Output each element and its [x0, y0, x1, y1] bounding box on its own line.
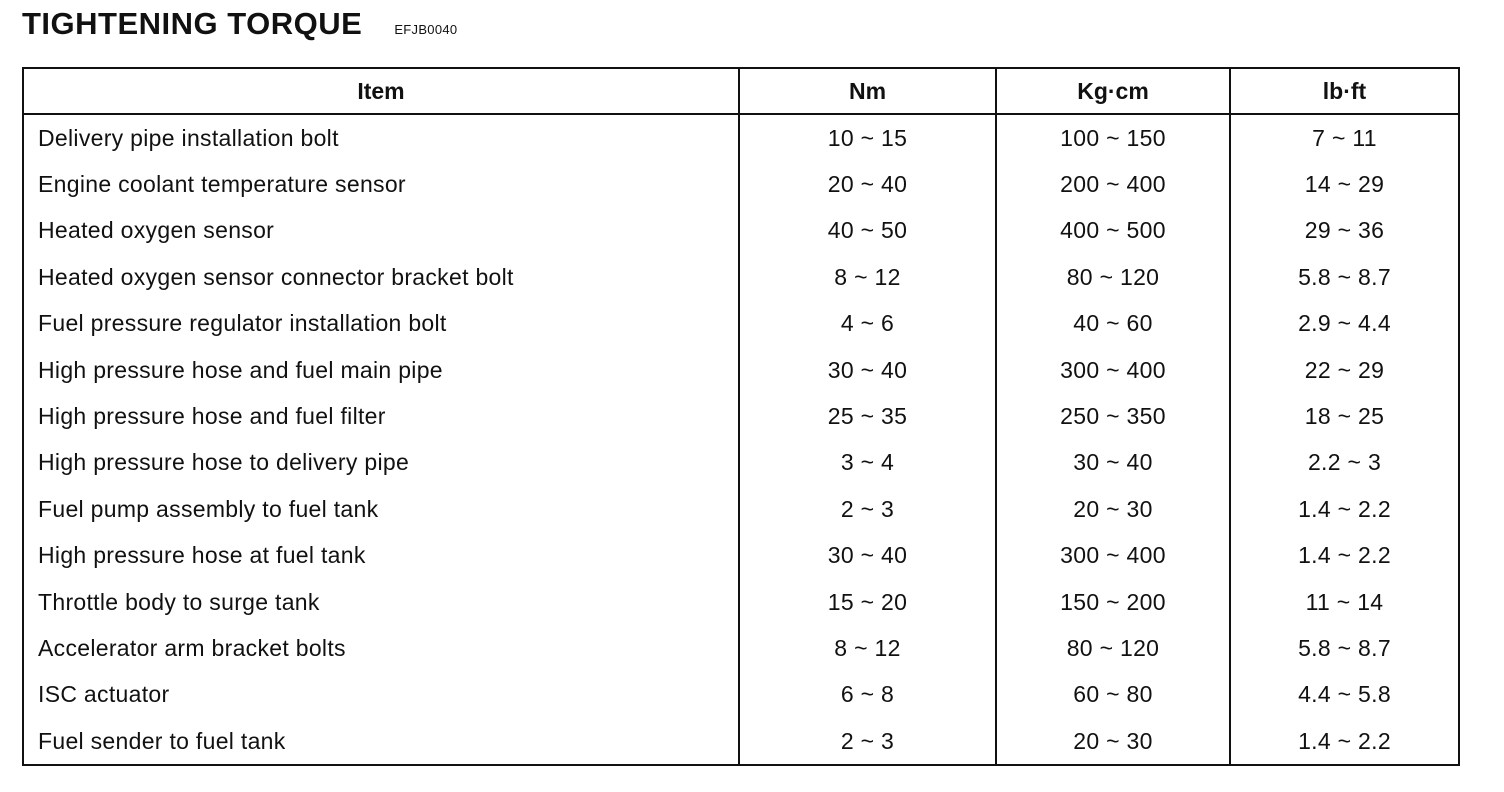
document-code: EFJB0040	[394, 22, 458, 37]
cell-kgcm: 300 ~ 400	[996, 533, 1230, 579]
table-row	[23, 347, 1459, 393]
cell-nm: 4 ~ 6	[739, 301, 996, 347]
cell-kgcm: 80 ~ 120	[996, 625, 1230, 671]
cell-nm: 8 ~ 12	[739, 625, 996, 671]
table-row	[23, 301, 1459, 347]
cell-nm: 20 ~ 40	[739, 161, 996, 207]
cell-lbft: 7 ~ 11	[1312, 124, 1377, 151]
table-row	[23, 579, 1459, 625]
cell-item: Heated oxygen sensor connector bracket bolt	[23, 254, 739, 300]
cell-nm: 8 ~ 12	[739, 254, 996, 300]
cell-kgcm: 150 ~ 200	[996, 579, 1230, 625]
cell-nm: 30 ~ 40	[739, 347, 996, 393]
cell-lbft: 14 ~ 29	[1304, 171, 1385, 198]
table-row	[23, 533, 1459, 579]
cell-item: High pressure hose and fuel filter	[23, 393, 739, 439]
cell-lbft: 1.4 ~ 2.2	[1298, 542, 1391, 569]
cell-item: Engine coolant temperature sensor	[23, 161, 739, 207]
cell-item: High pressure hose to delivery pipe	[23, 440, 739, 486]
cell-item: Fuel pressure regulator installation bolt	[23, 301, 739, 347]
cell-kgcm: 100 ~ 150	[996, 114, 1230, 161]
cell-item: ISC actuator	[23, 672, 739, 718]
table-row	[23, 625, 1459, 671]
table-row	[23, 718, 1459, 765]
cell-kgcm: 40 ~ 60	[996, 301, 1230, 347]
cell-nm: 6 ~ 8	[739, 672, 996, 718]
cell-lbft: 29 ~ 36	[1304, 217, 1385, 244]
cell-nm: 3 ~ 4	[739, 440, 996, 486]
cell-item: Accelerator arm bracket bolts	[23, 625, 739, 671]
cell-lbft: 22 ~ 29	[1304, 356, 1385, 383]
column-header-lbft: lb·ft	[1230, 68, 1459, 114]
cell-lbft: 1.4 ~ 2.2	[1298, 495, 1391, 522]
cell-kgcm: 20 ~ 30	[996, 486, 1230, 532]
column-header-kgcm: Kg·cm	[996, 68, 1230, 114]
cell-kgcm: 300 ~ 400	[996, 347, 1230, 393]
cell-item: High pressure hose at fuel tank	[23, 533, 739, 579]
cell-nm: 25 ~ 35	[739, 393, 996, 439]
cell-nm: 2 ~ 3	[739, 718, 996, 765]
cell-lbft: 5.8 ~ 8.7	[1298, 263, 1391, 290]
torque-table	[22, 67, 1460, 766]
cell-item: Heated oxygen sensor	[23, 208, 739, 254]
table-row	[23, 486, 1459, 532]
cell-item: Delivery pipe installation bolt	[23, 114, 739, 161]
page-title: TIGHTENING TORQUE	[22, 6, 363, 41]
cell-item: Fuel pump assembly to fuel tank	[23, 486, 739, 532]
cell-lbft: 2.9 ~ 4.4	[1298, 310, 1391, 337]
cell-kgcm: 80 ~ 120	[996, 254, 1230, 300]
cell-kgcm: 20 ~ 30	[996, 718, 1230, 765]
table-row	[23, 114, 1459, 161]
cell-kgcm: 30 ~ 40	[996, 440, 1230, 486]
cell-nm: 10 ~ 15	[739, 114, 996, 161]
cell-kgcm: 60 ~ 80	[996, 672, 1230, 718]
cell-item: Throttle body to surge tank	[23, 579, 739, 625]
table-row	[23, 440, 1459, 486]
cell-item: High pressure hose and fuel main pipe	[23, 347, 739, 393]
cell-lbft: 5.8 ~ 8.7	[1298, 634, 1391, 661]
cell-kgcm: 200 ~ 400	[996, 161, 1230, 207]
cell-lbft: 4.4 ~ 5.8	[1298, 681, 1391, 708]
table-row	[23, 393, 1459, 439]
cell-item: Fuel sender to fuel tank	[23, 718, 739, 765]
table-row	[23, 672, 1459, 718]
cell-lbft: 1.4 ~ 2.2	[1298, 727, 1391, 754]
cell-nm: 2 ~ 3	[739, 486, 996, 532]
cell-lbft: 11 ~ 14	[1305, 588, 1384, 615]
column-header-item: Item	[23, 68, 739, 114]
column-header-nm: Nm	[739, 68, 996, 114]
cell-nm: 30 ~ 40	[739, 533, 996, 579]
cell-nm: 15 ~ 20	[739, 579, 996, 625]
cell-kgcm: 400 ~ 500	[996, 208, 1230, 254]
cell-lbft: 2.2 ~ 3	[1307, 449, 1382, 476]
page-header	[22, 6, 457, 46]
table-row	[23, 161, 1459, 207]
cell-nm: 40 ~ 50	[739, 208, 996, 254]
cell-lbft: 18 ~ 25	[1304, 403, 1385, 430]
table-row	[23, 254, 1459, 300]
cell-kgcm: 250 ~ 350	[996, 393, 1230, 439]
table-header-row	[23, 68, 1459, 114]
table-row	[23, 208, 1459, 254]
